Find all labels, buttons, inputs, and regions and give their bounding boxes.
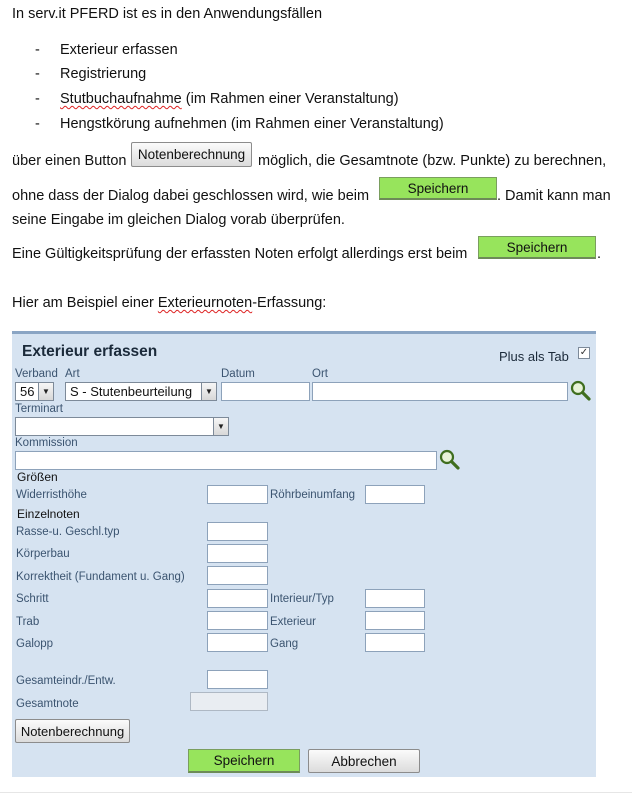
- galopp-label: Galopp: [16, 638, 54, 650]
- list-item-text: Exterieur erfassen: [60, 42, 178, 58]
- kommission-label: Kommission: [15, 437, 78, 449]
- speichern-button[interactable]: Speichern: [188, 749, 300, 773]
- trab-label: Trab: [16, 616, 40, 628]
- kommission-input[interactable]: [15, 451, 437, 470]
- galopp-input[interactable]: [207, 633, 268, 652]
- gang-label: Gang: [270, 638, 299, 650]
- speichern-inline-button[interactable]: Speichern: [478, 236, 596, 259]
- paragraph-text: [12, 295, 326, 311]
- roehrbeinumfang-input[interactable]: [365, 485, 425, 504]
- list-dash: -: [35, 42, 40, 58]
- korrektheit-label: Korrektheit (Fundament u. Gang): [16, 571, 185, 583]
- exterieur-label: Exterieur: [270, 616, 317, 628]
- paragraph-text: .: [597, 246, 602, 262]
- list-dash: -: [35, 66, 40, 82]
- gesamteindr-input[interactable]: [207, 670, 268, 689]
- list-item-rest: (im Rahmen einer Veranstaltung): [181, 91, 399, 107]
- paragraph-text: ohne dass der Dialog dabei geschlossen wird, wie beim: [12, 188, 370, 204]
- art-label: Art: [65, 368, 80, 380]
- plus-als-tab-checkbox[interactable]: ✓: [579, 347, 589, 358]
- speichern-inline-button[interactable]: Speichern: [379, 177, 497, 200]
- paragraph-text: seine Eingabe im gleichen Dialog vorab überprüfen.: [12, 212, 345, 228]
- paragraph-text: . Damit kann man: [497, 188, 611, 204]
- verband-select[interactable]: [15, 382, 54, 401]
- paragraph-text-part: -Erfassung:: [252, 295, 327, 311]
- search-icon[interactable]: [438, 448, 460, 470]
- verband-value: 56: [20, 384, 35, 399]
- interieur-label: Interieur/Typ: [270, 593, 334, 605]
- list-dash: -: [35, 91, 40, 107]
- notenberechnung-inline-button[interactable]: Notenberechnung: [131, 142, 252, 167]
- list-item-text: [60, 91, 399, 107]
- plus-als-tab-label: Plus als Tab: [499, 349, 569, 364]
- paragraph-text: über einen Button: [12, 153, 127, 169]
- list-item-text: Registrierung: [60, 66, 147, 82]
- koerperbau-label: Körperbau: [16, 548, 70, 560]
- spellcheck-word: Stutbuchaufnahme: [60, 91, 182, 107]
- paragraph-text-part: Hier am Beispiel einer: [12, 295, 158, 311]
- datum-input[interactable]: [221, 382, 310, 401]
- widerristhoehe-label: Widerristhöhe: [16, 489, 87, 501]
- ort-input[interactable]: [312, 382, 568, 401]
- widerristhoehe-input[interactable]: [207, 485, 268, 504]
- schritt-label: Schritt: [16, 593, 49, 605]
- gang-input[interactable]: [365, 633, 425, 652]
- schritt-input[interactable]: [207, 589, 268, 608]
- notenberechnung-button[interactable]: Notenberechnung: [15, 719, 130, 743]
- list-item-text: Hengstkörung aufnehmen (im Rahmen einer Veranstaltung): [60, 116, 444, 132]
- rasse-input[interactable]: [207, 522, 268, 541]
- paragraph-text: Eine Gültigkeitsprüfung der erfassten Noten erfolgt allerdings erst beim: [12, 246, 468, 262]
- exterieur-form: [12, 331, 596, 777]
- intro-line: In serv.it PFERD ist es in den Anwendungsfällen: [12, 6, 323, 22]
- gesamtnote-label: Gesamtnote: [16, 698, 79, 710]
- datum-label: Datum: [221, 368, 255, 380]
- koerperbau-input[interactable]: [207, 544, 268, 563]
- roehrbeinumfang-label: Röhrbeinumfang: [270, 489, 356, 501]
- art-select[interactable]: [65, 382, 217, 401]
- chevron-down-icon: ▼: [213, 418, 228, 435]
- ort-label: Ort: [312, 368, 328, 380]
- paragraph-text: möglich, die Gesamtnote (bzw. Punkte) zu berechnen,: [258, 153, 607, 169]
- form-title: Exterieur erfassen: [22, 343, 158, 360]
- chevron-down-icon: ▼: [201, 383, 216, 400]
- exterieur-input[interactable]: [365, 611, 425, 630]
- trab-input[interactable]: [207, 611, 268, 630]
- search-icon[interactable]: [569, 379, 591, 401]
- spellcheck-word: Exterieurnoten: [157, 295, 253, 311]
- terminart-select[interactable]: [15, 417, 229, 436]
- terminart-label: Terminart: [15, 403, 63, 415]
- korrektheit-input[interactable]: [207, 566, 268, 585]
- gesamtnote-output: [190, 692, 268, 711]
- gesamteindr-label: Gesamteindr./Entw.: [16, 675, 116, 687]
- list-dash: -: [35, 116, 40, 132]
- einzelnoten-heading: Einzelnoten: [17, 507, 80, 521]
- abbrechen-button[interactable]: Abbrechen: [308, 749, 420, 773]
- groessen-heading: Größen: [17, 470, 58, 484]
- chevron-down-icon: ▼: [38, 383, 53, 400]
- art-value: S - Stutenbeurteilung: [70, 384, 193, 399]
- rasse-label: Rasse-u. Geschl.typ: [16, 526, 120, 538]
- interieur-input[interactable]: [365, 589, 425, 608]
- verband-label: Verband: [15, 368, 58, 380]
